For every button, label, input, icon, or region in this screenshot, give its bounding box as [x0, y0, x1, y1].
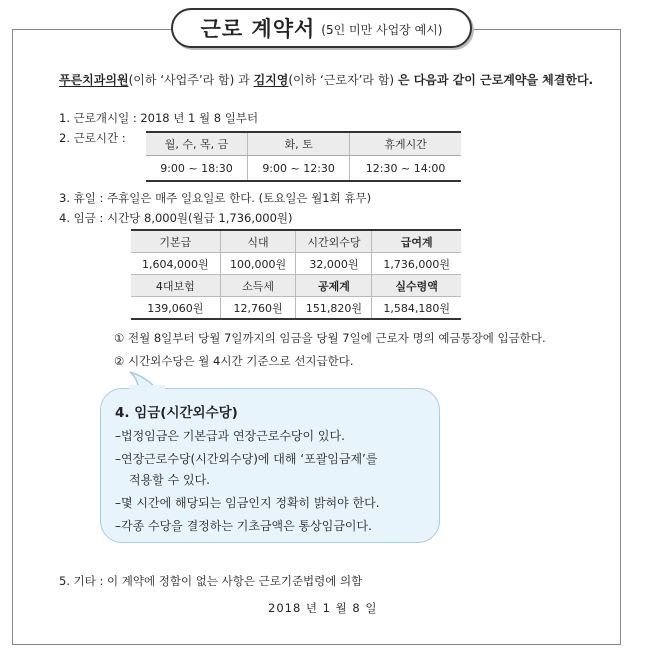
start-date: 1. 근로개시일 : 2018 년 1 월 8 일부터	[59, 111, 259, 125]
callout-bubble	[100, 388, 440, 543]
wage-header: 시간외수당	[296, 230, 372, 253]
callout-item: –연장근로수당(시간외수당)에 대해 ‘포괄임금제’를	[115, 452, 378, 466]
wage-table	[131, 229, 461, 320]
callout-tail-cover	[129, 385, 165, 391]
callout-item: 적용할 수 있다.	[129, 473, 210, 487]
callout-item: –각종 수당을 결정하는 기초금액은 통상임금이다.	[115, 519, 372, 533]
page-title: 근로 계약서	[200, 17, 316, 41]
signing-date: 2018 년 1 월 8 일	[268, 601, 378, 615]
wage-header: 기본급	[131, 230, 220, 253]
wage-header: 공제계	[296, 275, 372, 297]
wage-header: 실수령액	[372, 275, 461, 297]
employee-name: 김지영	[253, 73, 289, 87]
wage-value: 100,000원	[220, 253, 296, 275]
work-hours-header: 휴게시간	[350, 132, 461, 156]
work-hours-header: 월, 수, 목, 금	[146, 132, 248, 156]
wage-value: 1,584,180원	[372, 297, 461, 320]
page-subtitle: (5인 미만 사업장 예시)	[321, 23, 443, 37]
employer-name: 푸른치과의원	[59, 73, 129, 87]
wage-note: ② 시간외수당은 월 4시간 기준으로 선지급한다.	[114, 354, 354, 368]
work-hours-header: 화, 토	[248, 132, 350, 156]
wage-header: 식대	[220, 230, 296, 253]
work-hours-label: 2. 근로시간 :	[59, 131, 126, 145]
callout-title: 4. 임금(시간외수당)	[115, 405, 238, 421]
wage-value: 1,736,000원	[372, 253, 461, 275]
wage-header: 급여계	[372, 230, 461, 253]
wage-label: 4. 임금 : 시간당 8,000원(월급 1,736,000원)	[59, 211, 293, 225]
wage-header: 소득세	[220, 275, 296, 297]
wage-value: 1,604,000원	[131, 253, 220, 275]
employee-alias: (이하 ‘근로자’라 함)	[288, 73, 398, 87]
parties-statement	[59, 71, 593, 88]
callout-item: –몇 시간에 해당되는 임금인지 정확히 밝혀야 한다.	[115, 496, 380, 510]
wage-value: 139,060원	[131, 297, 220, 320]
employer-alias: (이하 ‘사업주’라 함) 과	[128, 73, 254, 87]
title-box	[171, 8, 472, 48]
wage-header: 4대보험	[131, 275, 220, 297]
holiday-clause: 3. 휴일 : 주휴일은 매주 일요일로 한다. (토요일은 월1회 휴무)	[59, 191, 372, 205]
contract-closing: 은 다음과 같이 근로계약을 체결한다.	[397, 73, 594, 87]
wage-note: ① 전월 8일부터 당월 7일까지의 임금을 당월 7일에 근로자 명의 예금통장에 입금한다.	[114, 331, 546, 345]
callout-item: –법정임금은 기본급과 연장근로수당이 있다.	[115, 429, 345, 443]
wage-value: 32,000원	[296, 253, 372, 275]
work-hours-value: 9:00 ~ 18:30	[160, 161, 233, 175]
wage-value: 12,760원	[220, 297, 296, 320]
wage-value: 151,820원	[296, 297, 372, 320]
work-hours-value: 9:00 ~ 12:30	[248, 156, 350, 182]
other-clause: 5. 기타 : 이 계약에 정함이 없는 사항은 근로기준법령에 의함	[59, 574, 363, 588]
work-hours-table	[146, 131, 461, 182]
wage-notes	[114, 330, 546, 376]
work-hours-value: 12:30 ~ 14:00	[350, 156, 461, 182]
